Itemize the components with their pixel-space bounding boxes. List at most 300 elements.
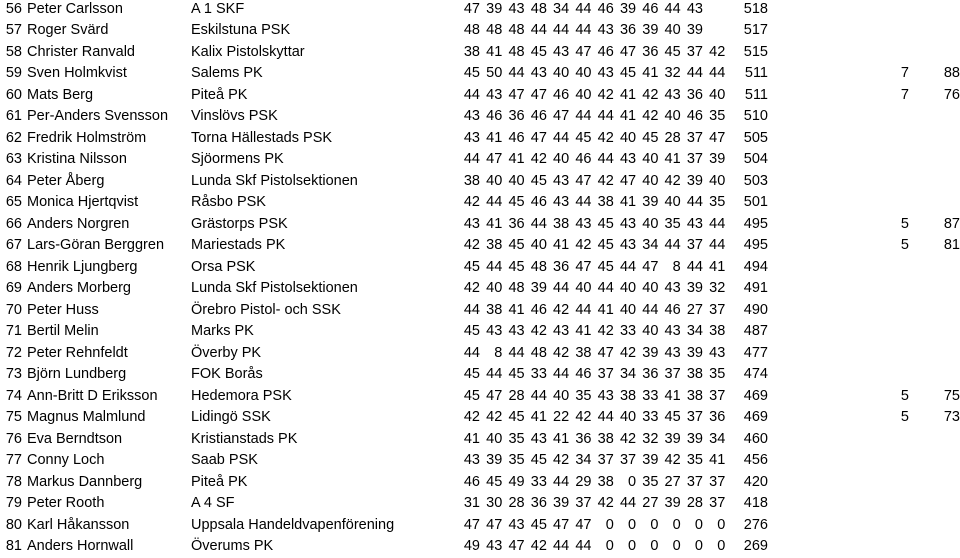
total-score: 474 <box>743 366 768 382</box>
series-score: 42 <box>642 108 659 124</box>
club-name: Torna Hällestads PSK <box>191 129 333 146</box>
series-score: 40 <box>664 194 681 210</box>
series-score: 39 <box>619 0 637 17</box>
rank-cell: 68 <box>5 258 22 275</box>
series-score: 33 <box>530 366 547 382</box>
series-score: 36 <box>619 22 637 38</box>
club-name: Eskilstuna PSK <box>191 22 291 38</box>
series-score: 45 <box>463 366 480 382</box>
series-score: 40 <box>553 387 570 404</box>
series-score: 42 <box>597 172 614 189</box>
series-score: 44 <box>575 301 592 318</box>
series-score: 44 <box>463 86 480 103</box>
series-score: 22 <box>553 409 570 425</box>
series-score: 45 <box>530 516 547 533</box>
series-score: 0 <box>628 538 637 554</box>
total-score: 456 <box>743 452 768 468</box>
total-score: 477 <box>743 344 768 361</box>
series-score: 35 <box>664 215 681 232</box>
series-score: 37 <box>709 473 726 490</box>
series-score: 42 <box>463 280 480 296</box>
series-score: 38 <box>553 215 570 232</box>
result-row <box>0 386 960 408</box>
rank-cell: 81 <box>5 538 22 554</box>
shootoff-value-2: 76 <box>943 86 960 103</box>
series-score: 0 <box>650 538 659 554</box>
series-score: 39 <box>686 280 703 296</box>
series-score: 37 <box>686 409 703 425</box>
series-score: 44 <box>575 22 592 38</box>
series-score: 42 <box>530 151 547 167</box>
series-score: 44 <box>463 151 480 167</box>
series-score: 0 <box>605 516 614 533</box>
series-score: 39 <box>686 172 703 189</box>
series-score: 46 <box>463 473 480 490</box>
rank-cell: 62 <box>5 129 22 146</box>
series-score: 34 <box>709 430 726 447</box>
rank-cell: 75 <box>5 409 22 425</box>
series-score: 40 <box>575 280 592 296</box>
series-score: 42 <box>709 43 726 60</box>
series-score: 34 <box>619 366 637 382</box>
series-score: 47 <box>575 258 592 275</box>
club-name: Hedemora PSK <box>191 387 292 404</box>
series-score: 28 <box>508 495 525 511</box>
series-score: 42 <box>575 237 592 253</box>
total-score: 505 <box>743 129 768 146</box>
total-score: 501 <box>743 194 768 210</box>
series-score: 42 <box>553 344 570 361</box>
series-score: 43 <box>463 108 480 124</box>
rank-cell: 73 <box>5 366 22 382</box>
series-score: 45 <box>463 258 480 275</box>
series-score: 27 <box>642 495 659 511</box>
series-score: 0 <box>717 538 726 554</box>
series-score: 46 <box>664 301 681 318</box>
club-name: Saab PSK <box>191 452 258 468</box>
series-score: 0 <box>650 516 659 533</box>
total-score: 517 <box>743 22 768 38</box>
total-score: 510 <box>743 108 768 124</box>
series-score: 46 <box>686 108 703 124</box>
result-row <box>0 0 960 20</box>
series-score: 36 <box>530 495 547 511</box>
series-score: 41 <box>463 430 480 447</box>
shootoff-value-1: 5 <box>900 215 909 232</box>
series-score: 44 <box>463 301 480 318</box>
series-score: 37 <box>686 43 703 60</box>
series-score: 43 <box>575 215 592 232</box>
total-score: 515 <box>743 43 768 60</box>
series-score: 47 <box>530 129 547 146</box>
series-score: 49 <box>463 538 480 554</box>
series-score: 47 <box>508 538 525 554</box>
series-score: 39 <box>642 22 659 38</box>
series-score: 40 <box>486 280 503 296</box>
result-row <box>0 106 960 128</box>
series-score: 42 <box>575 409 592 425</box>
series-score: 45 <box>530 452 547 468</box>
total-score: 420 <box>743 473 768 490</box>
series-score: 43 <box>709 344 726 361</box>
series-score: 44 <box>553 538 570 554</box>
club-name: Överums PK <box>191 538 274 554</box>
series-score: 44 <box>486 258 503 275</box>
rank-cell: 57 <box>5 22 22 38</box>
shooter-name: Peter Huss <box>27 301 99 318</box>
series-score: 38 <box>597 430 614 447</box>
result-row <box>0 42 960 64</box>
series-score: 40 <box>619 301 637 318</box>
shootoff-value-1: 5 <box>900 409 909 425</box>
result-row <box>0 343 960 365</box>
series-score: 33 <box>530 473 547 490</box>
series-score: 43 <box>597 65 614 81</box>
series-score: 42 <box>619 344 637 361</box>
shooter-name: Ann-Britt D Eriksson <box>27 387 158 404</box>
series-score: 42 <box>463 194 480 210</box>
series-score: 42 <box>553 301 570 318</box>
series-score: 38 <box>619 387 637 404</box>
series-score: 40 <box>486 430 503 447</box>
series-score: 44 <box>597 409 614 425</box>
series-score: 40 <box>553 65 570 81</box>
series-score: 41 <box>664 151 681 167</box>
shooter-name: Mats Berg <box>27 86 94 103</box>
series-score: 41 <box>486 215 503 232</box>
rank-cell: 59 <box>5 65 22 81</box>
series-score: 41 <box>553 237 570 253</box>
rank-cell: 79 <box>5 495 22 511</box>
total-score: 418 <box>743 495 768 511</box>
series-score: 45 <box>486 473 503 490</box>
series-score: 44 <box>553 22 570 38</box>
club-name: FOK Borås <box>191 366 263 382</box>
series-score: 43 <box>664 323 681 339</box>
result-row <box>0 515 960 537</box>
series-score: 45 <box>530 43 547 60</box>
series-score: 45 <box>664 43 681 60</box>
series-score: 47 <box>486 516 503 533</box>
series-score: 44 <box>553 129 570 146</box>
series-score: 44 <box>486 366 503 382</box>
series-score: 35 <box>508 452 525 468</box>
series-score: 38 <box>597 194 614 210</box>
series-score: 37 <box>686 237 703 253</box>
series-score: 0 <box>628 516 637 533</box>
series-score: 28 <box>664 129 681 146</box>
series-score: 38 <box>575 344 592 361</box>
series-score: 43 <box>553 323 570 339</box>
shooter-name: Peter Rehnfeldt <box>27 344 128 361</box>
series-score: 45 <box>597 258 614 275</box>
series-score: 44 <box>664 237 681 253</box>
shootoff-value-1: 5 <box>900 387 909 404</box>
series-score: 44 <box>553 280 570 296</box>
club-name: Lunda Skf Pistolsektionen <box>191 280 358 296</box>
series-score: 47 <box>508 86 525 103</box>
shooter-name: Markus Dannberg <box>27 473 143 490</box>
series-score: 31 <box>463 495 480 511</box>
total-score: 469 <box>743 387 768 404</box>
shootoff-value-1: 7 <box>900 86 909 103</box>
result-row <box>0 192 960 214</box>
series-score: 44 <box>597 108 614 124</box>
series-score: 37 <box>709 495 726 511</box>
series-score: 35 <box>686 452 703 468</box>
rank-cell: 74 <box>5 387 22 404</box>
shooter-name: Anders Morberg <box>27 280 131 296</box>
series-score: 44 <box>642 301 659 318</box>
series-score: 43 <box>530 65 547 81</box>
series-score: 36 <box>575 430 592 447</box>
result-row <box>0 450 960 472</box>
shootoff-value-2: 87 <box>943 215 960 232</box>
series-score: 38 <box>686 366 703 382</box>
rank-cell: 76 <box>5 430 22 447</box>
shooter-name: Anders Norgren <box>27 215 130 232</box>
shooter-name: Lars-Göran Berggren <box>27 237 165 253</box>
series-score: 30 <box>486 495 503 511</box>
series-score: 46 <box>642 0 659 17</box>
series-score: 0 <box>672 538 681 554</box>
series-score: 47 <box>553 108 570 124</box>
rank-cell: 65 <box>5 194 22 210</box>
shooter-name: Kristina Nilsson <box>27 151 127 167</box>
series-score: 42 <box>642 86 659 103</box>
series-score: 40 <box>642 280 659 296</box>
series-score: 42 <box>597 323 614 339</box>
series-score: 36 <box>642 43 659 60</box>
series-score: 40 <box>486 172 503 189</box>
total-score: 518 <box>743 0 768 17</box>
series-score: 46 <box>508 129 525 146</box>
series-score: 43 <box>619 151 637 167</box>
series-score: 47 <box>642 258 659 275</box>
club-name: Grästorps PSK <box>191 215 288 232</box>
series-score: 44 <box>619 495 637 511</box>
shootoff-value-2: 88 <box>943 65 960 81</box>
series-score: 42 <box>553 452 570 468</box>
series-score: 34 <box>553 0 570 17</box>
series-score: 44 <box>575 0 592 17</box>
series-score: 40 <box>619 129 637 146</box>
club-name: A 1 SKF <box>191 0 245 17</box>
series-score: 42 <box>597 86 614 103</box>
series-score: 29 <box>575 473 592 490</box>
shooter-name: Peter Carlsson <box>27 0 123 17</box>
series-score: 44 <box>664 0 681 17</box>
series-score: 42 <box>664 172 681 189</box>
series-score: 39 <box>553 495 570 511</box>
series-score: 47 <box>486 387 503 404</box>
club-name: Överby PK <box>191 344 262 361</box>
series-score: 44 <box>686 194 703 210</box>
club-name: A 4 SF <box>191 495 235 511</box>
series-score: 35 <box>508 430 525 447</box>
series-score: 44 <box>709 215 726 232</box>
series-score: 44 <box>575 108 592 124</box>
series-score: 43 <box>508 323 525 339</box>
series-score: 45 <box>508 237 525 253</box>
series-score: 45 <box>463 65 480 81</box>
club-name: Orsa PSK <box>191 258 256 275</box>
series-score: 43 <box>530 430 547 447</box>
series-score: 45 <box>642 129 659 146</box>
series-score: 43 <box>597 387 614 404</box>
total-score: 504 <box>743 151 768 167</box>
series-score: 36 <box>508 215 525 232</box>
series-score: 39 <box>486 0 503 17</box>
club-name: Marks PK <box>191 323 254 339</box>
result-row <box>0 407 960 429</box>
series-score: 45 <box>619 65 637 81</box>
series-score: 37 <box>664 366 681 382</box>
series-score: 40 <box>664 22 681 38</box>
club-name: Lunda Skf Pistolsektionen <box>191 172 358 189</box>
series-score: 41 <box>619 86 637 103</box>
series-score: 40 <box>709 86 726 103</box>
series-score: 41 <box>486 129 503 146</box>
series-score: 41 <box>709 452 726 468</box>
series-score: 45 <box>575 129 592 146</box>
result-row <box>0 85 960 107</box>
club-name: Piteå PK <box>191 473 248 490</box>
series-score: 28 <box>508 387 525 404</box>
series-score: 36 <box>709 409 726 425</box>
series-score: 48 <box>463 22 480 38</box>
series-score: 44 <box>508 65 525 81</box>
club-name: Råsbo PSK <box>191 194 266 210</box>
series-score: 47 <box>575 172 592 189</box>
series-score: 27 <box>664 473 681 490</box>
series-score: 43 <box>553 43 570 60</box>
shootoff-value-1: 7 <box>900 65 909 81</box>
rank-cell: 63 <box>5 151 22 167</box>
rank-cell: 66 <box>5 215 22 232</box>
total-score: 487 <box>743 323 768 339</box>
series-score: 0 <box>605 538 614 554</box>
shooter-name: Björn Lundberg <box>27 366 127 382</box>
result-row <box>0 149 960 171</box>
series-score: 28 <box>686 495 703 511</box>
series-score: 41 <box>619 108 637 124</box>
result-row <box>0 536 960 558</box>
club-name: Kalix Pistolskyttar <box>191 43 305 60</box>
result-row <box>0 321 960 343</box>
total-score: 495 <box>743 215 768 232</box>
series-score: 43 <box>686 215 703 232</box>
series-score: 45 <box>508 409 525 425</box>
series-score: 38 <box>486 237 503 253</box>
series-score: 38 <box>597 473 614 490</box>
series-score: 44 <box>709 237 726 253</box>
rank-cell: 80 <box>5 516 22 533</box>
series-score: 41 <box>508 151 525 167</box>
total-score: 460 <box>743 430 768 447</box>
club-name: Sjöormens PK <box>191 151 284 167</box>
series-score: 43 <box>486 323 503 339</box>
rank-cell: 67 <box>5 237 22 253</box>
series-score: 46 <box>553 86 570 103</box>
series-score: 41 <box>664 387 681 404</box>
series-score: 46 <box>575 151 592 167</box>
total-score: 276 <box>743 516 768 533</box>
series-score: 44 <box>553 473 570 490</box>
series-score: 8 <box>494 344 503 361</box>
club-name: Vinslövs PSK <box>191 108 278 124</box>
series-score: 43 <box>553 172 570 189</box>
series-score: 37 <box>619 452 637 468</box>
rank-cell: 56 <box>5 0 22 17</box>
series-score: 34 <box>575 452 592 468</box>
series-score: 46 <box>530 194 547 210</box>
shooter-name: Christer Ranvald <box>27 43 135 60</box>
total-score: 269 <box>743 538 768 554</box>
rank-cell: 64 <box>5 172 22 189</box>
series-score: 43 <box>619 215 637 232</box>
series-score: 42 <box>530 538 547 554</box>
series-score: 45 <box>463 323 480 339</box>
series-score: 43 <box>664 86 681 103</box>
shooter-name: Monica Hjertqvist <box>27 194 139 210</box>
series-score: 42 <box>463 237 480 253</box>
series-score: 38 <box>686 387 703 404</box>
total-score: 469 <box>743 409 768 425</box>
series-score: 45 <box>508 366 525 382</box>
series-score: 42 <box>619 430 637 447</box>
series-score: 43 <box>463 129 480 146</box>
series-score: 44 <box>463 344 480 361</box>
series-score: 43 <box>486 538 503 554</box>
series-score: 37 <box>709 387 726 404</box>
series-score: 34 <box>642 237 659 253</box>
series-score: 44 <box>686 65 703 81</box>
series-score: 32 <box>642 430 659 447</box>
rank-cell: 72 <box>5 344 22 361</box>
rank-cell: 61 <box>5 108 22 124</box>
series-score: 35 <box>709 194 726 210</box>
series-score: 48 <box>508 43 525 60</box>
rank-cell: 70 <box>5 301 22 318</box>
series-score: 39 <box>642 452 659 468</box>
series-score: 39 <box>530 280 547 296</box>
series-score: 40 <box>530 237 547 253</box>
total-score: 511 <box>744 65 768 81</box>
result-row <box>0 493 960 515</box>
rank-cell: 78 <box>5 473 22 490</box>
shooter-name: Karl Håkansson <box>27 516 130 533</box>
club-name: Lidingö SSK <box>191 409 271 425</box>
series-score: 47 <box>575 516 592 533</box>
series-score: 43 <box>508 0 525 17</box>
series-score: 35 <box>709 366 726 382</box>
series-score: 43 <box>664 280 681 296</box>
series-score: 40 <box>575 65 592 81</box>
total-score: 503 <box>743 172 768 189</box>
series-score: 0 <box>694 516 703 533</box>
shooter-name: Peter Rooth <box>27 495 105 511</box>
series-score: 39 <box>642 344 659 361</box>
shootoff-value-2: 75 <box>943 387 960 404</box>
series-score: 8 <box>672 258 681 275</box>
result-row <box>0 278 960 300</box>
series-score: 37 <box>597 366 614 382</box>
result-row <box>0 257 960 279</box>
series-score: 41 <box>642 65 659 81</box>
shooter-name: Henrik Ljungberg <box>27 258 138 275</box>
series-score: 39 <box>709 151 726 167</box>
